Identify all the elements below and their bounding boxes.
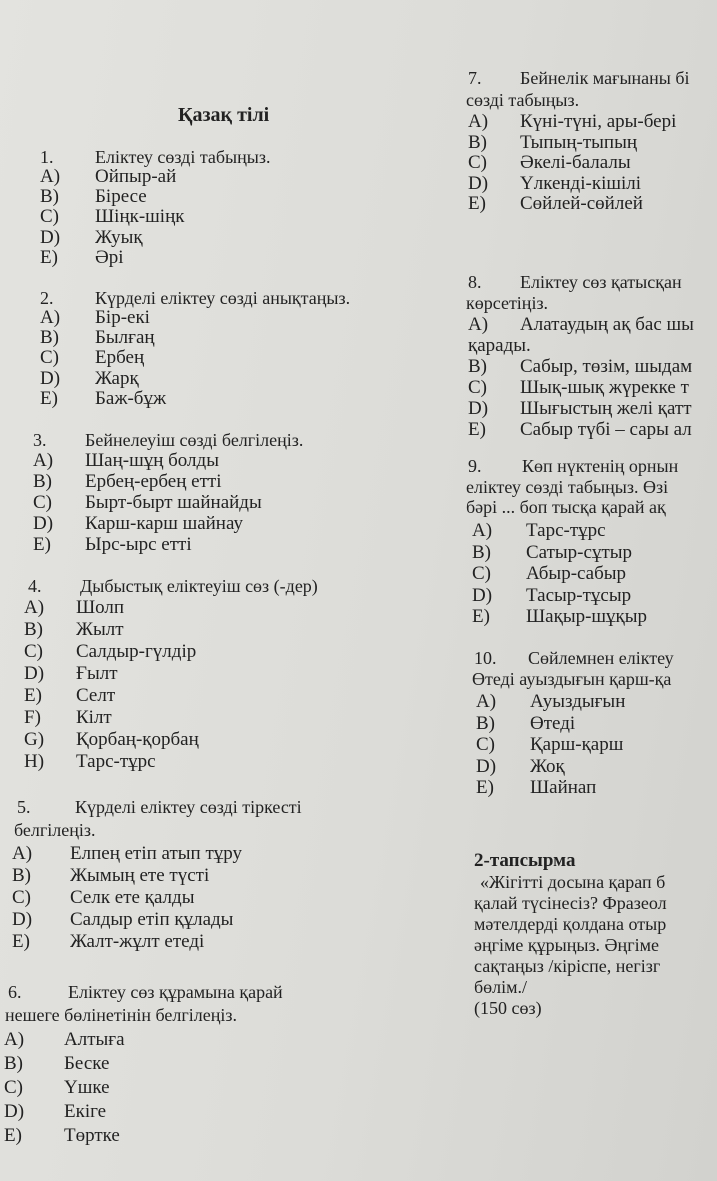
option-text: Салдыр етіп құлады — [70, 909, 234, 930]
answer-option — [33, 492, 262, 513]
answer-option — [468, 194, 676, 215]
option-text: Тарс-тұрс — [76, 751, 156, 772]
option-letter: E) — [40, 246, 58, 268]
answer-option — [24, 597, 199, 619]
answer-option — [40, 389, 166, 409]
answer-option — [476, 777, 625, 799]
answer-option — [40, 369, 166, 389]
answer-option — [468, 112, 676, 133]
answer-options — [12, 843, 242, 953]
option-text: Жымың ете түсті — [70, 865, 210, 886]
option-letter: A) — [472, 520, 493, 541]
answer-options — [468, 112, 676, 215]
option-text: Қорбаң-қорбаң — [76, 729, 199, 750]
option-letter: B) — [33, 471, 52, 492]
option-text: Ғылт — [76, 663, 118, 684]
option-letter: E) — [468, 419, 486, 440]
option-text: Тыпың-тыпың — [520, 131, 638, 153]
question-text: Дыбыстық еліктеуіш сөз (-дер) — [80, 576, 318, 596]
option-letter: C) — [472, 563, 491, 584]
answer-option — [40, 248, 184, 268]
option-letter: C) — [33, 492, 52, 513]
answer-option — [468, 174, 676, 195]
option-text: Сабыр, төзім, шыдам — [520, 356, 693, 377]
option-letter: C) — [468, 377, 487, 398]
question-text: Күрделі еліктеу сөзді тіркесті — [75, 797, 302, 817]
question-text: Көп нүктенің орнын — [522, 456, 679, 476]
option-text: Шығыстың желі қатт — [520, 398, 692, 419]
page-title: Қазақ тілі — [178, 104, 270, 126]
option-letter: C) — [4, 1077, 23, 1098]
task-line: «Жігітті досына қарап б — [480, 872, 666, 892]
answer-option — [468, 335, 694, 356]
option-letter: D) — [468, 398, 489, 419]
answer-option — [40, 207, 184, 227]
answer-options — [40, 308, 166, 409]
option-text: Күні-түні, ары-бері — [520, 111, 677, 132]
question-header — [28, 576, 318, 596]
option-text: қарады. — [468, 335, 531, 356]
task-line: қалай түсінесіз? Фразеол — [474, 893, 667, 913]
task-text — [474, 872, 667, 1019]
option-letter: D) — [468, 172, 489, 194]
option-letter: E) — [472, 606, 490, 627]
option-letter: C) — [12, 887, 31, 908]
question-header — [468, 68, 690, 88]
answer-option — [472, 563, 647, 585]
question-number: 9. — [468, 456, 482, 476]
option-text: Қарш-қарш — [530, 734, 624, 755]
option-letter: B) — [40, 327, 59, 349]
answer-option — [472, 520, 647, 542]
answer-options — [476, 691, 625, 799]
option-text: Бырт-бырт шайнайды — [85, 492, 262, 513]
answer-option — [40, 167, 184, 187]
answer-option — [468, 398, 694, 419]
option-letter: F) — [24, 707, 41, 728]
option-letter: C) — [40, 206, 59, 228]
option-text: Жоқ — [530, 755, 565, 777]
answer-option — [468, 153, 676, 174]
answer-option — [4, 1028, 125, 1052]
answer-option — [40, 348, 166, 368]
answer-option — [476, 734, 625, 756]
option-letter: D) — [12, 909, 33, 930]
answer-option — [476, 713, 625, 735]
option-letter: A) — [4, 1029, 25, 1050]
option-letter: D) — [33, 513, 54, 534]
answer-option — [468, 314, 694, 335]
question-header — [474, 648, 674, 668]
task-line: сақтаңыз /кіріспе, негізг — [474, 956, 661, 976]
answer-option — [33, 471, 262, 492]
option-text: Шақыр-шұқыр — [526, 606, 648, 627]
option-text: Селт — [76, 685, 116, 706]
answer-option — [468, 419, 694, 440]
option-text: Былғаң — [95, 327, 155, 349]
option-text: Жалт-жұлт етеді — [70, 931, 205, 952]
option-text: Біресе — [95, 186, 147, 208]
option-text: Үлкенді-кішілі — [520, 172, 642, 194]
task-line: бөлім./ — [474, 977, 528, 997]
option-letter: A) — [476, 691, 497, 712]
question-text: Бейнелік мағынаны бі — [520, 68, 690, 88]
option-letter: C) — [24, 641, 43, 662]
answer-option — [24, 685, 199, 707]
option-letter: A) — [468, 314, 489, 335]
question-number: 7. — [468, 68, 482, 88]
option-letter: H) — [24, 751, 45, 772]
option-letter: B) — [468, 131, 487, 153]
option-letter: B) — [472, 541, 491, 563]
option-text: Жылт — [76, 619, 124, 640]
question-text: Еліктеу сөзді табыңыз. — [95, 147, 271, 167]
answer-option — [12, 909, 242, 931]
option-letter: D) — [4, 1101, 25, 1122]
option-text: Беске — [64, 1053, 110, 1074]
task-line: мәтелдерді қолдана отыр — [474, 914, 667, 934]
answer-option — [40, 328, 166, 348]
option-letter: B) — [476, 712, 495, 734]
option-text: Елпең етіп атып тұру — [70, 843, 243, 864]
option-text: Салдыр-гүлдір — [76, 641, 197, 662]
question-header — [33, 430, 303, 450]
option-letter: B) — [4, 1053, 23, 1074]
option-text: Карш-карш шайнау — [85, 513, 243, 534]
option-letter: E) — [24, 685, 42, 706]
option-text: Ербең — [95, 347, 145, 369]
option-text: Екіге — [64, 1101, 107, 1122]
question-number: 6. — [8, 982, 22, 1002]
question-text-continued: Өтеді ауыздығын қарш-қа — [472, 669, 672, 689]
question-text-continued: нешеге бөлінетінін белгілеңіз. — [5, 1005, 237, 1025]
option-text: Ырс-ырс етті — [85, 534, 192, 555]
option-letter: E) — [468, 193, 486, 214]
answer-option — [4, 1052, 125, 1076]
option-letter: A) — [40, 166, 61, 187]
question-number: 1. — [40, 147, 54, 167]
option-letter: A) — [12, 843, 33, 864]
option-text: Шолп — [76, 597, 125, 618]
answer-option — [476, 691, 625, 713]
answer-options — [33, 450, 262, 555]
answer-option — [33, 513, 262, 534]
option-letter: A) — [24, 597, 45, 618]
option-text: Кілт — [76, 707, 112, 728]
option-text: Тасыр-тұсыр — [526, 584, 632, 606]
question-header — [8, 982, 283, 1002]
option-text: Ойпыр-ай — [95, 166, 177, 187]
option-text: Жарқ — [95, 367, 139, 389]
question-text: Сөйлемнен еліктеу — [528, 648, 674, 668]
option-letter: C) — [40, 347, 59, 369]
question-header — [40, 147, 271, 167]
option-text: Төртке — [64, 1125, 120, 1146]
option-letter: B) — [24, 619, 43, 640]
task-title: 2-тапсырма — [474, 850, 576, 871]
option-text: Жуық — [95, 226, 143, 248]
option-letter: B) — [12, 865, 31, 886]
option-letter: D) — [24, 663, 45, 684]
option-text: Бір-екі — [95, 307, 150, 328]
option-text: Ербең-ербең етті — [85, 471, 222, 492]
answer-options — [40, 167, 184, 268]
question-text-continued: көрсетіңіз. — [466, 293, 549, 313]
question-text: Бейнелеуіш сөзді белгілеңіз. — [85, 430, 304, 450]
option-text: Тарс-тұрс — [526, 520, 606, 541]
answer-option — [33, 534, 262, 555]
option-text: Шіңк-шіңк — [95, 206, 185, 228]
answer-option — [24, 729, 199, 751]
question-number: 8. — [468, 272, 482, 292]
option-letter: E) — [40, 387, 58, 409]
answer-option — [468, 133, 676, 154]
option-letter: B) — [468, 356, 487, 377]
option-letter: E) — [12, 931, 30, 952]
question-text: Күрделі еліктеу сөзді анықтаңыз. — [95, 288, 351, 308]
option-text: Сөйлей-сөйлей — [520, 193, 643, 214]
task-line: (150 сөз) — [474, 998, 542, 1018]
option-text: Өтеді — [530, 712, 576, 734]
question-number: 5. — [17, 797, 31, 817]
option-text: Сатыр-сұтыр — [526, 541, 633, 563]
answer-options — [24, 597, 199, 773]
answer-option — [4, 1124, 125, 1148]
answer-option — [468, 356, 694, 377]
option-letter: E) — [33, 534, 51, 555]
option-letter: C) — [468, 152, 487, 173]
answer-option — [33, 450, 262, 471]
option-letter: B) — [40, 186, 59, 208]
option-letter: D) — [476, 755, 497, 777]
question-text: Еліктеу сөз құрамына қарай — [68, 982, 283, 1002]
option-text: Үшке — [64, 1077, 110, 1098]
answer-options — [472, 520, 647, 628]
answer-option — [12, 865, 242, 887]
option-text: Шайнап — [530, 777, 597, 798]
option-text: Шаң-шұң болды — [85, 450, 219, 471]
question-header — [17, 797, 302, 817]
answer-option — [472, 585, 647, 607]
task-line: әңгіме құрыңыз. Әңгіме — [474, 935, 659, 955]
answer-option — [40, 228, 184, 248]
option-letter: D) — [40, 367, 61, 389]
option-letter: C) — [476, 734, 495, 755]
answer-option — [24, 707, 199, 729]
answer-option — [472, 606, 647, 628]
answer-option — [4, 1100, 125, 1124]
option-letter: A) — [468, 111, 489, 132]
option-text: Әкелі-балалы — [520, 152, 631, 173]
question-number: 3. — [33, 430, 47, 450]
answer-option — [12, 843, 242, 865]
answer-options — [4, 1028, 125, 1148]
answer-option — [468, 377, 694, 398]
option-letter: E) — [4, 1125, 22, 1146]
option-text: Алтыға — [64, 1029, 125, 1050]
question-text-continued: еліктеу сөзді табыңыз. Өзі — [466, 477, 669, 497]
option-letter: E) — [476, 777, 494, 798]
option-letter: A) — [40, 307, 61, 328]
option-text: Алатаудың ақ бас шы — [520, 314, 694, 335]
question-number: 2. — [40, 288, 54, 308]
option-text: Ауыздығын — [530, 691, 626, 712]
answer-option — [472, 542, 647, 564]
option-letter: A) — [33, 450, 54, 471]
question-header — [40, 288, 350, 308]
answer-option — [24, 619, 199, 641]
option-letter: D) — [40, 226, 61, 248]
answer-option — [40, 187, 184, 207]
option-text: Сабыр түбі – сары ал — [520, 419, 692, 440]
question-text-continued: сөзді табыңыз. — [466, 90, 580, 110]
answer-option — [476, 756, 625, 778]
answer-option — [4, 1076, 125, 1100]
option-text: Селк ете қалды — [70, 887, 195, 908]
answer-option — [40, 308, 166, 328]
option-text: Абыр-сабыр — [526, 563, 627, 584]
question-number: 10. — [474, 648, 497, 668]
question-text-continued: белгілеңіз. — [14, 820, 96, 840]
answer-option — [12, 931, 242, 953]
option-text: Баж-бұж — [95, 387, 167, 409]
option-letter: G) — [24, 729, 45, 750]
option-text: Әрі — [95, 246, 124, 268]
answer-option — [24, 641, 199, 663]
option-text: Шық-шық жүрекке т — [520, 377, 689, 398]
question-header — [468, 272, 682, 292]
answer-options — [468, 314, 694, 440]
option-letter: D) — [472, 584, 493, 606]
question-text-continued: бәрі ... боп тысқа қарай ақ — [466, 497, 666, 517]
question-text: Еліктеу сөз қатысқан — [520, 272, 682, 292]
question-number: 4. — [28, 576, 42, 596]
answer-option — [24, 663, 199, 685]
question-header — [468, 456, 678, 476]
answer-option — [24, 751, 199, 773]
answer-option — [12, 887, 242, 909]
